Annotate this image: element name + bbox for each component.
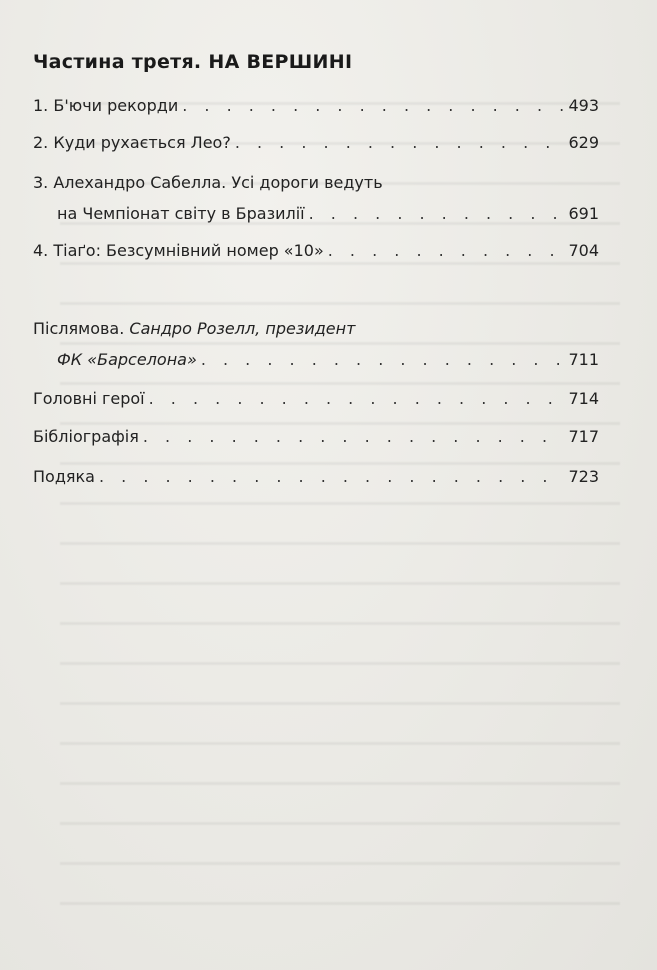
entry-text: Головні герої bbox=[33, 389, 145, 408]
toc-entry-1 bbox=[33, 96, 599, 120]
dot-leader bbox=[143, 427, 565, 446]
toc-entry-4 bbox=[33, 241, 599, 265]
entry-text-continued: на Чемпіонат світу в Бразилії bbox=[57, 204, 305, 223]
entry-text: 1. Б'ючи рекорди bbox=[33, 96, 179, 115]
page-number: 717 bbox=[568, 427, 599, 446]
dot-leader bbox=[328, 241, 565, 260]
page-number: 723 bbox=[568, 467, 599, 486]
entry-text-continued: ФК «Барселона» bbox=[57, 350, 197, 369]
toc-entry-heroes bbox=[33, 389, 599, 413]
toc-entry-afterword bbox=[33, 319, 599, 374]
dot-leader bbox=[235, 133, 565, 152]
dot-leader bbox=[149, 389, 565, 408]
dot-leader bbox=[201, 350, 565, 369]
section-title: Частина третя. НА ВЕРШИНІ bbox=[33, 51, 353, 73]
page-number: 691 bbox=[568, 204, 599, 223]
entry-text: Подяка bbox=[33, 467, 95, 486]
entry-text: 4. Тіаґо: Безсумнівний номер «10» bbox=[33, 241, 324, 260]
toc-entry-3 bbox=[33, 173, 599, 228]
dot-leader bbox=[182, 96, 564, 115]
dot-leader bbox=[99, 467, 564, 486]
dot-leader bbox=[309, 204, 565, 223]
toc-entry-acknowledgements bbox=[33, 467, 599, 491]
page-number: 711 bbox=[568, 350, 599, 369]
entry-text: Бібліографія bbox=[33, 427, 139, 446]
page-number: 493 bbox=[568, 96, 599, 115]
entry-text: 2. Куди рухається Лео? bbox=[33, 133, 231, 152]
page-number: 629 bbox=[568, 133, 599, 152]
entry-text: Післямова. Сандро Розелл, президент bbox=[33, 319, 356, 338]
toc-entry-2 bbox=[33, 133, 599, 157]
toc-entry-bibliography bbox=[33, 427, 599, 451]
page-number: 704 bbox=[568, 241, 599, 260]
entry-text: 3. Алехандро Сабелла. Усі дороги ведуть bbox=[33, 173, 383, 192]
page-number: 714 bbox=[568, 389, 599, 408]
